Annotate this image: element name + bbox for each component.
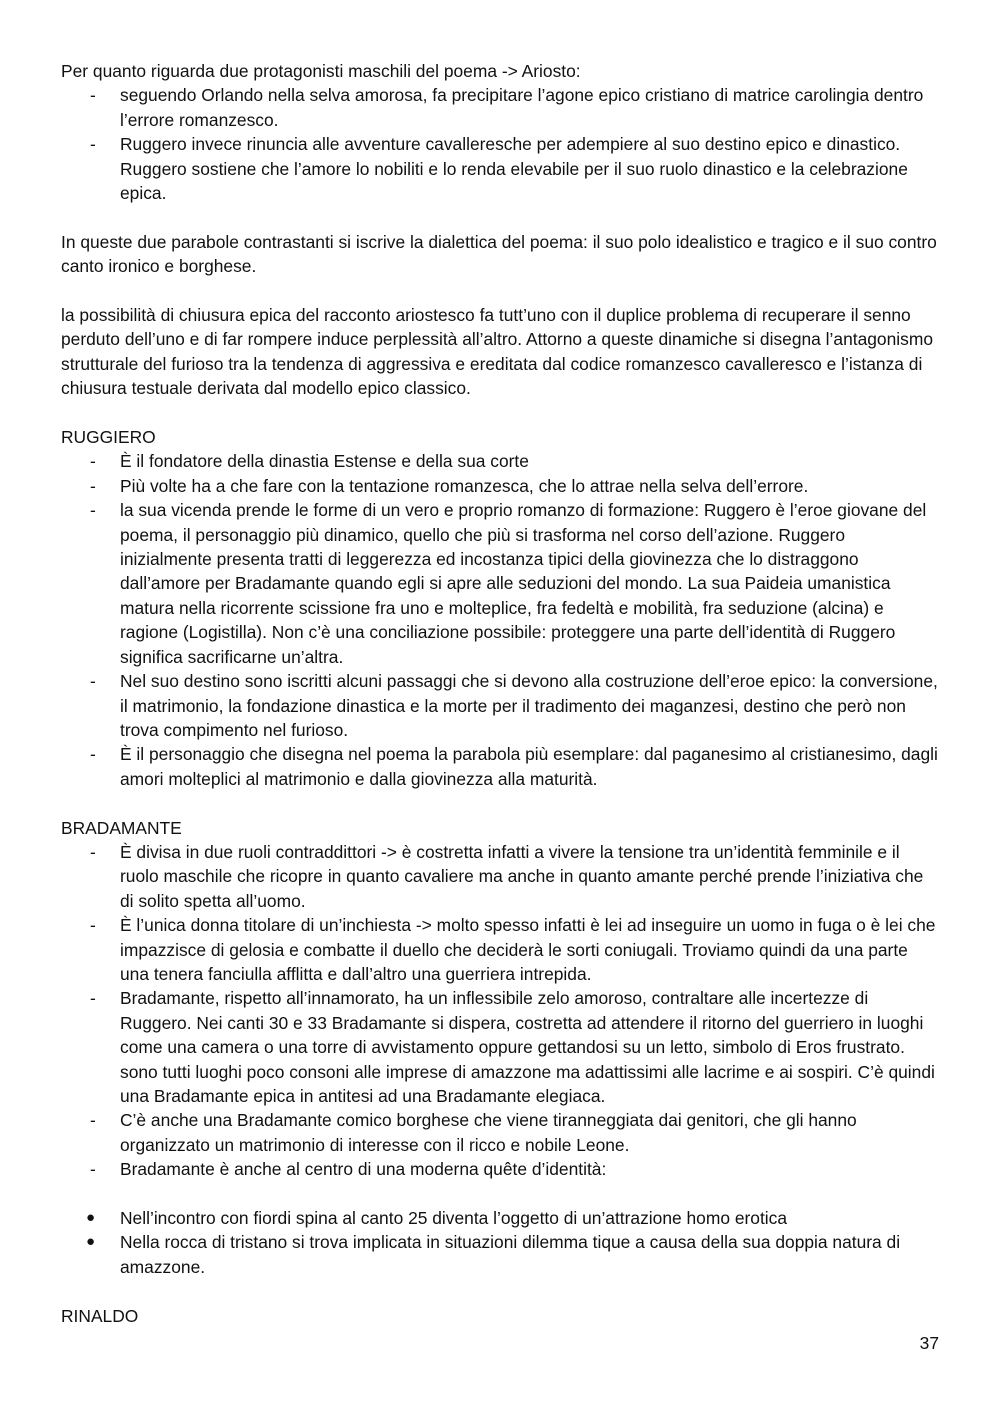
list-item xyxy=(61,498,941,669)
body-paragraph: la possibilità di chiusura epica del racconto ariostesco fa tutt’uno con il duplice problema di recuperare il senno perduto dell’uno e di far rompere induce perplessità all’altro. Attorno a queste dinamiche si disegna l’antagonismo strutturale del furioso tra la tendenza di aggressiva e ereditata dal codice romanzesco cavalleresco e l’istanza di chiusura testuale derivata dal modello epico classico. xyxy=(61,305,933,399)
dash-marker: - xyxy=(90,988,96,1009)
list-item-text: È il fondatore della dinastia Estense e della sua corte xyxy=(120,451,529,472)
dash-marker: - xyxy=(90,134,96,155)
dash-marker: - xyxy=(90,841,96,862)
dash-marker: - xyxy=(90,915,96,936)
dash-marker: - xyxy=(90,1159,96,1180)
intro-paragraph: Per quanto riguarda due protagonisti maschili del poema -> Ariosto: xyxy=(61,61,581,81)
list-item xyxy=(61,986,941,1108)
list-item-text: È l’unica donna titolare di un’inchiesta -> molto spesso infatti è lei ad inseguire un uomo in fuga o è lei che impazzisce di gelosia e combatte il duello che deciderà le sorti coniugali. Troviamo quindi da una parte una tenera fanciulla afflitta e dall’altro una guerriera intrepida. xyxy=(120,915,936,984)
list-item-text: Bradamante è anche al centro di una moderna quête d’identità: xyxy=(120,1159,607,1180)
list-item xyxy=(61,742,941,791)
dash-marker: - xyxy=(90,475,96,496)
list-item xyxy=(61,474,941,498)
list-item-text: seguendo Orlando nella selva amorosa, fa precipitare l’agone epico cristiano di matrice carolingia dentro l’errore romanzesco. xyxy=(120,85,924,130)
bullet-marker: ● xyxy=(86,1233,96,1251)
list-item xyxy=(61,1157,941,1181)
list-item xyxy=(61,449,941,473)
list-item xyxy=(61,132,941,205)
section-heading-ruggiero: RUGGIERO xyxy=(61,427,156,448)
dash-marker: - xyxy=(90,85,96,106)
list-item xyxy=(61,1230,941,1279)
dash-marker: - xyxy=(90,500,96,521)
bullet-marker: ● xyxy=(86,1209,96,1227)
list-item xyxy=(61,1108,941,1157)
list-item-text: Ruggero invece rinuncia alle avventure cavalleresche per adempiere al suo destino epico e dinastico. Ruggero sostiene che l’amore lo nobiliti e lo renda elevabile per il suo ruolo dinastico e la celebrazione epica. xyxy=(120,134,908,204)
list-item-text: Bradamante, rispetto all’innamorato, ha un inflessibile zelo amoroso, contraltare alle incertezze di Ruggero. Nei canti 30 e 33 Bradamante si dispera, costretta ad attendere il ritorno del guerriero in luoghi come una camera o una torre di avvistamento oppure gettandosi su un letto, simbolo di Eros frustrato. sono tutti luoghi poco consoni alle imprese di amazzone ma adattissimi alle lacrime e ai sospiri. C’è quindi una Bradamante epica in antitesi ad una Bradamante elegiaca. xyxy=(120,988,935,1106)
dash-marker: - xyxy=(90,744,96,765)
bradamante-bullet-list xyxy=(61,1206,941,1279)
paragraph-gap xyxy=(61,279,941,303)
section-heading-rinaldo: RINALDO xyxy=(61,1305,139,1326)
list-item-text: la sua vicenda prende le forme di un vero e proprio romanzo di formazione: Ruggero è l’eroe giovane del poema, il personaggio più dinamico, quello che più si trasforma nel corso dell’azione. Ruggero inizialmente presenta tratti di leggerezza ed incostanza tipici della giovinezza che lo distraggono dall’amore per Bradamante quando egli si apre alle seduzioni del mondo. La sua Paideia umanistica matura nella ricorrente scissione fra uno e molteplice, fra fedeltà e mobilità, fra seduzione (alcina) e ragione (Logistilla). Non c’è una conciliazione possibile: proteggere una parte dell’identità di Ruggero significa sacrificarne un’altra. xyxy=(120,500,927,667)
list-item xyxy=(61,83,941,132)
intro-list xyxy=(61,83,941,205)
bradamante-list xyxy=(61,840,941,1182)
document-page xyxy=(61,59,941,1328)
paragraph-gap xyxy=(61,1182,941,1206)
paragraph-gap xyxy=(61,791,941,815)
list-item-text: Più volte ha a che fare con la tentazione romanzesca, che lo attrae nella selva dell’errore. xyxy=(120,475,809,496)
list-item-text: Nell’incontro con fiordi spina al canto 25 diventa l’oggetto di un’attrazione homo erotica xyxy=(120,1208,788,1229)
list-item xyxy=(61,669,941,742)
list-item xyxy=(61,1206,941,1230)
list-item-text: Nella rocca di tristano si trova implicata in situazioni dilemma tique a causa della sua doppia natura di amazzone. xyxy=(120,1232,901,1277)
paragraph-gap xyxy=(61,401,941,425)
section-heading-bradamante: BRADAMANTE xyxy=(61,817,182,838)
list-item-text: È divisa in due ruoli contraddittori -> è costretta infatti a vivere la tensione tra un’identità femminile e il ruolo maschile che ricopre in quanto cavaliere ma anche in quanto amante perché prende l’iniziativa che di solito spetta all’uomo. xyxy=(120,841,924,911)
dash-marker: - xyxy=(90,451,96,472)
page-number: 37 xyxy=(919,1333,939,1353)
dash-marker: - xyxy=(90,1110,96,1131)
list-item-text: C’è anche una Bradamante comico borghese che viene tiranneggiata dai genitori, che gli hanno organizzato un matrimonio di interesse con il ricco e nobile Leone. xyxy=(120,1110,857,1155)
dash-marker: - xyxy=(90,671,96,692)
list-item-text: Nel suo destino sono iscritti alcuni passaggi che si devono alla costruzione dell’eroe epico: la conversione, il matrimonio, la fondazione dinastica e la morte per il tradimento dei maganzesi, destino che però non trova compimento nel furioso. xyxy=(120,671,938,740)
ruggiero-list xyxy=(61,449,941,791)
paragraph-gap xyxy=(61,1279,941,1303)
paragraph-gap xyxy=(61,205,941,229)
list-item-text: È il personaggio che disegna nel poema la parabola più esemplare: dal paganesimo al cristianesimo, dagli amori molteplici al matrimonio e dalla giovinezza alla maturità. xyxy=(120,744,938,789)
body-paragraph: In queste due parabole contrastanti si iscrive la dialettica del poema: il suo polo idealistico e tragico e il suo contro canto ironico e borghese. xyxy=(61,231,937,277)
list-item xyxy=(61,913,941,986)
list-item xyxy=(61,840,941,913)
